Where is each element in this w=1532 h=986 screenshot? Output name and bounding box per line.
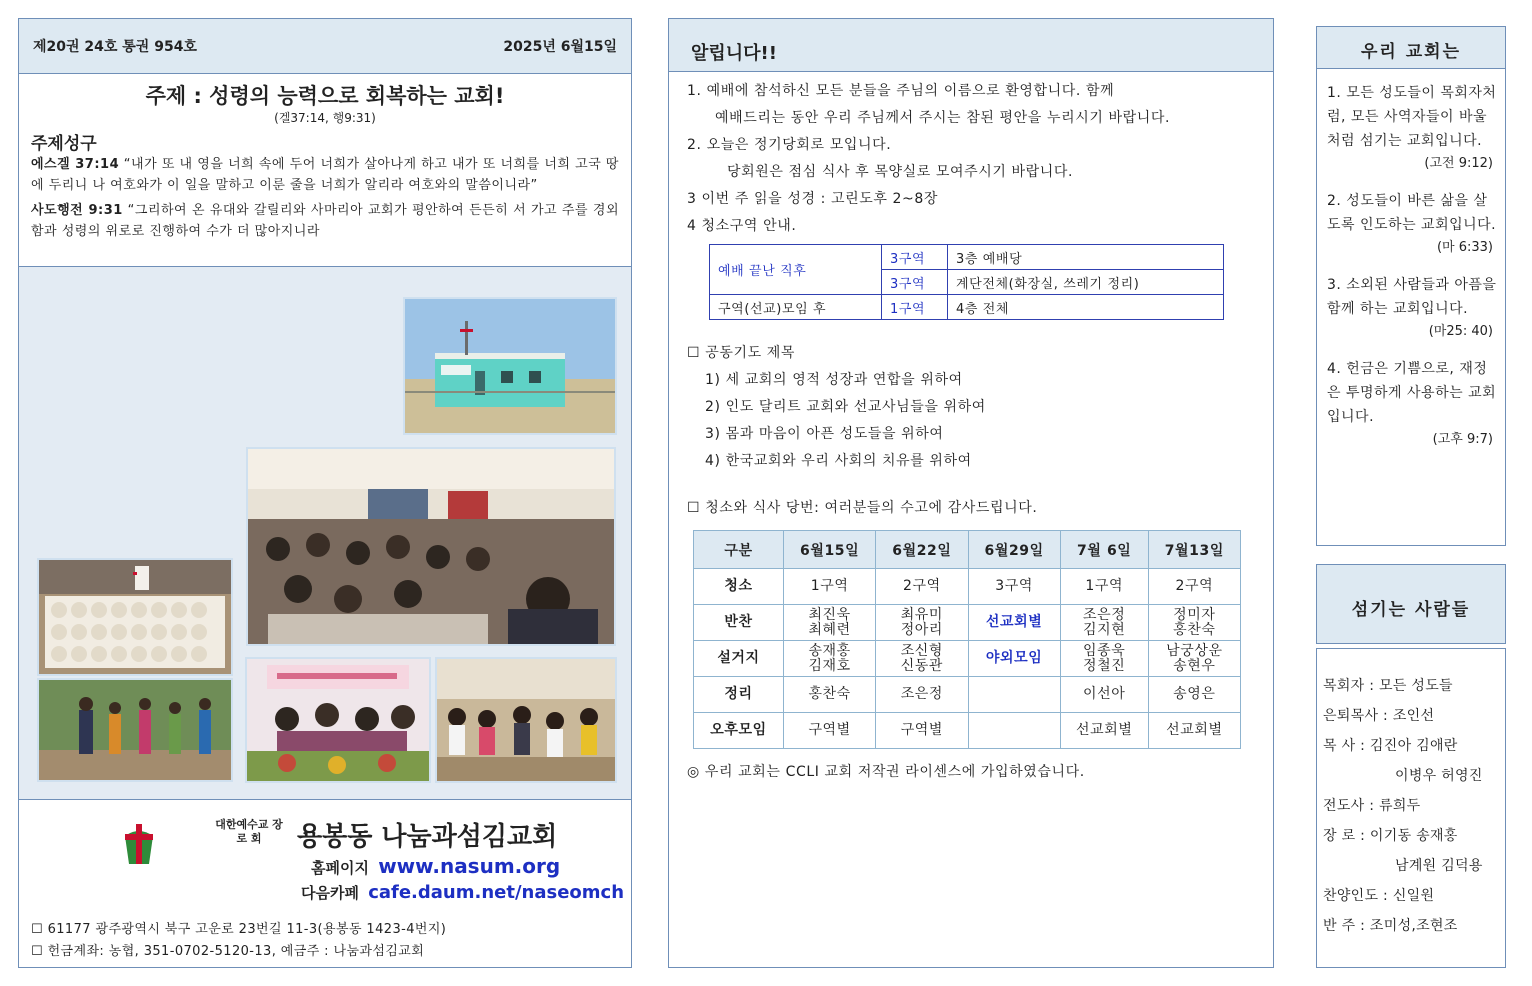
duty-table — [693, 530, 1241, 749]
duty-cell: 2구역 — [876, 569, 968, 605]
issue-date: 2025년 6월15일 — [503, 39, 617, 55]
duty-table-header — [694, 531, 1241, 569]
church-item: 2. 성도들이 바른 삶을 살도록 인도하는 교회입니다. — [1327, 193, 1497, 233]
server-row: 이병우 허영진 — [1395, 768, 1483, 784]
duty-header-cell: 7월13일 — [1148, 531, 1240, 569]
our-church-title: 우리 교회는 — [1317, 27, 1505, 69]
duty-cell: 송영은 — [1148, 677, 1240, 713]
license-note: ◎ 우리 교회는 CCLI 교회 저작권 라이센스에 가입하였습니다. — [687, 764, 1085, 780]
notice-3: 3 이번 주 읽을 성경 : 고린도후 2~8장 — [687, 191, 939, 207]
notice-1b: 예배드리는 동안 우리 주님께서 주시는 참된 평안을 누리시기 바랍니다. — [715, 110, 1171, 126]
clean-place-2: 계단전체(화장실, 쓰레기 정리) — [948, 270, 1224, 295]
duty-cell — [968, 677, 1060, 713]
duty-header-cell: 7월 6일 — [1060, 531, 1148, 569]
duty-row — [694, 677, 1241, 713]
duty-cell: 이선아 — [1060, 677, 1148, 713]
duty-row — [694, 605, 1241, 641]
notice-4: 4 청소구역 안내. — [687, 218, 797, 234]
server-row: 남계원 김덕용 — [1395, 858, 1483, 874]
cleaning-zone-table — [709, 244, 1224, 320]
duty-cell: 임종욱 정철진 — [1060, 641, 1148, 677]
duty-cell: 3구역 — [968, 569, 1060, 605]
duty-cell: 최진욱 최혜련 — [784, 605, 876, 641]
duty-row-label: 정리 — [694, 677, 784, 713]
duty-cell: 조신형 신동관 — [876, 641, 968, 677]
duty-cell: 1구역 — [784, 569, 876, 605]
duty-cell: 선교회별 — [1148, 713, 1240, 749]
issue-number: 제20권 24호 통권 954호 — [33, 39, 197, 55]
verse-heading: 주제성구 — [31, 134, 97, 154]
server-row: 찬양인도 : 신일원 — [1323, 888, 1435, 904]
duty-cell: 구역별 — [784, 713, 876, 749]
duty-cell: 선교회별 — [1060, 713, 1148, 749]
notice-2a: 2. 오늘은 정기당회로 모입니다. — [687, 137, 892, 153]
verse-acts: 사도행전 9:31 “그리하여 온 유대와 갈릴리와 사마리아 교회가 평안하여 든든히 서 가고 주를 경외함과 성령의 위로로 진행하여 수가 더 많아지니라 — [31, 203, 620, 239]
duty-cell: 홍찬숙 — [784, 677, 876, 713]
server-row: 장 로 : 이기동 송재홍 — [1323, 828, 1458, 844]
duty-cell: 조은정 — [876, 677, 968, 713]
church-item: 1. 모든 성도들이 목회자처럼, 모든 사역자들이 바울처럼 섬기는 교회입니다. — [1327, 85, 1497, 149]
address-text: 61177 광주광역시 북구 고운로 23번길 11-3(용봉동 1423-4번지) — [47, 922, 447, 937]
duty-cell: 선교회별 — [968, 605, 1060, 641]
duty-row — [694, 713, 1241, 749]
duty-cell: 조은정 김지현 — [1060, 605, 1148, 641]
homepage-row — [311, 854, 560, 878]
clean-label-3: 구역(선교)모임 후 — [710, 295, 882, 320]
homepage-label: 홈페이지 — [311, 859, 369, 877]
church-logo — [119, 822, 159, 870]
verse-ezekiel: 에스겔 37:14 “내가 또 내 영을 너희 속에 두어 너희가 살아나게 하고 내가 또 너희를 너희 고국 땅에 두리니 나 여호와가 이 일을 말하고 이룬 줄을 너희가 알리라 여호와의 말씀이니라” — [31, 157, 619, 193]
notice-1a: 1. 예배에 참석하신 모든 분들을 주님의 이름으로 환영합니다. 함께 — [687, 83, 1115, 99]
church-footer — [19, 800, 631, 966]
church-item: 3. 소외된 사람들과 아픔을 함께 하는 교회입니다. — [1327, 277, 1497, 317]
prayer-item: 2) 인도 달리트 교회와 선교사님들을 위하여 — [705, 399, 986, 415]
duty-cell: 송재홍 김재호 — [784, 641, 876, 677]
duty-row — [694, 569, 1241, 605]
church-item: 4. 헌금은 기쁨으로, 재정은 투명하게 사용하는 교회입니다. — [1327, 361, 1497, 425]
duty-header-cell: 6월29일 — [968, 531, 1060, 569]
announcements-header — [669, 19, 1273, 72]
duty-header-cell: 6월22일 — [876, 531, 968, 569]
duty-cell — [968, 713, 1060, 749]
notice-2b: 당회원은 점심 식사 후 목양실로 모여주시기 바랍니다. — [727, 164, 1074, 180]
duty-row-label: 오후모임 — [694, 713, 784, 749]
server-row: 목 사 : 김진아 김애란 — [1323, 738, 1458, 754]
duty-row-label: 반찬 — [694, 605, 784, 641]
prayer-item: 1) 세 교회의 영적 성장과 연합을 위하여 — [705, 372, 963, 388]
duty-cell: 1구역 — [1060, 569, 1148, 605]
duty-cell: 정미자 홍찬숙 — [1148, 605, 1240, 641]
children-ministry-photo — [435, 657, 617, 783]
denomination: 대한예수교 장 로 회 — [215, 818, 283, 845]
clean-place-1: 3층 예배당 — [948, 245, 1224, 270]
servers-title: 섬기는 사람들 — [1316, 564, 1506, 644]
our-church-panel — [1316, 26, 1506, 546]
clean-zone-3: 1구역 — [882, 295, 948, 320]
kitchen-volunteers-photo — [245, 657, 431, 783]
duty-cell: 남궁상운 송현우 — [1148, 641, 1240, 677]
church-item-ref: (마25: 40) — [1428, 324, 1493, 339]
theme-title: 주제 : 성령의 능력으로 회복하는 교회! — [145, 84, 505, 108]
clean-zone-2: 3구역 — [882, 270, 948, 295]
server-row: 반 주 : 조미성,조현조 — [1323, 918, 1458, 934]
prayer-item: 4) 한국교회와 우리 사회의 치유를 위하여 — [705, 453, 972, 469]
church-name: 용봉동 나눔과섬김교회 — [297, 822, 558, 852]
duty-header-cell: 구분 — [694, 531, 784, 569]
servers-panel — [1316, 648, 1506, 968]
cafe-row — [301, 882, 624, 903]
duty-cell: 구역별 — [876, 713, 968, 749]
church-item-ref: (고전 9:12) — [1424, 156, 1493, 171]
duty-row — [694, 641, 1241, 677]
bulletin-front-panel — [18, 18, 632, 968]
duty-title: ☐ 청소와 식사 당번: 여러분들의 수고에 감사드립니다. — [687, 500, 1038, 516]
duty-row-label: 설거지 — [694, 641, 784, 677]
clean-place-3: 4층 전체 — [948, 295, 1224, 320]
supplies-photo — [37, 558, 233, 676]
clean-label-1: 예배 끝난 직후 — [710, 245, 882, 295]
prayer-title: ☐ 공동기도 제목 — [687, 345, 795, 361]
bank-row: ☐ 헌금계좌: 농협, 351-0702-5120-13, 예금주 : 나눔과섬김교회 — [31, 944, 425, 959]
announcements-title: 알립니다!! — [691, 43, 777, 64]
homepage-link[interactable]: www.nasum.org — [378, 854, 561, 878]
church-item-ref: (고후 9:7) — [1432, 432, 1493, 447]
duty-header-cell: 6월15일 — [784, 531, 876, 569]
cafe-link[interactable]: cafe.daum.net/naseomch — [368, 882, 625, 903]
duty-cell: 야외모임 — [968, 641, 1060, 677]
church-item-ref: (마 6:33) — [1436, 240, 1493, 255]
issue-header — [19, 19, 631, 74]
duty-cell: 2구역 — [1148, 569, 1240, 605]
duty-row-label: 청소 — [694, 569, 784, 605]
outdoor-gathering-photo — [37, 678, 233, 782]
theme-reference: (겔37:14, 행9:31) — [274, 111, 376, 125]
photo-collage — [19, 267, 631, 800]
cafe-label: 다음카페 — [301, 884, 359, 902]
worship-service-photo — [246, 447, 616, 646]
server-row: 목회자 : 모든 성도들 — [1323, 678, 1453, 694]
announcements-panel — [668, 18, 1274, 968]
theme-section — [19, 74, 631, 267]
server-row: 은퇴목사 : 조인선 — [1323, 708, 1435, 724]
server-row: 전도사 : 류희두 — [1323, 798, 1421, 814]
clean-zone-1: 3구역 — [882, 245, 948, 270]
church-building-photo — [403, 297, 617, 435]
bank-text: 헌금계좌: 농협, 351-0702-5120-13, 예금주 : 나눔과섬김교회 — [47, 944, 425, 959]
prayer-item: 3) 몸과 마음이 아픈 성도들을 위하여 — [705, 426, 944, 442]
address-row: ☐ 61177 광주광역시 북구 고운로 23번길 11-3(용봉동 1423-4번지) — [31, 922, 447, 937]
duty-cell: 최유미 정아리 — [876, 605, 968, 641]
